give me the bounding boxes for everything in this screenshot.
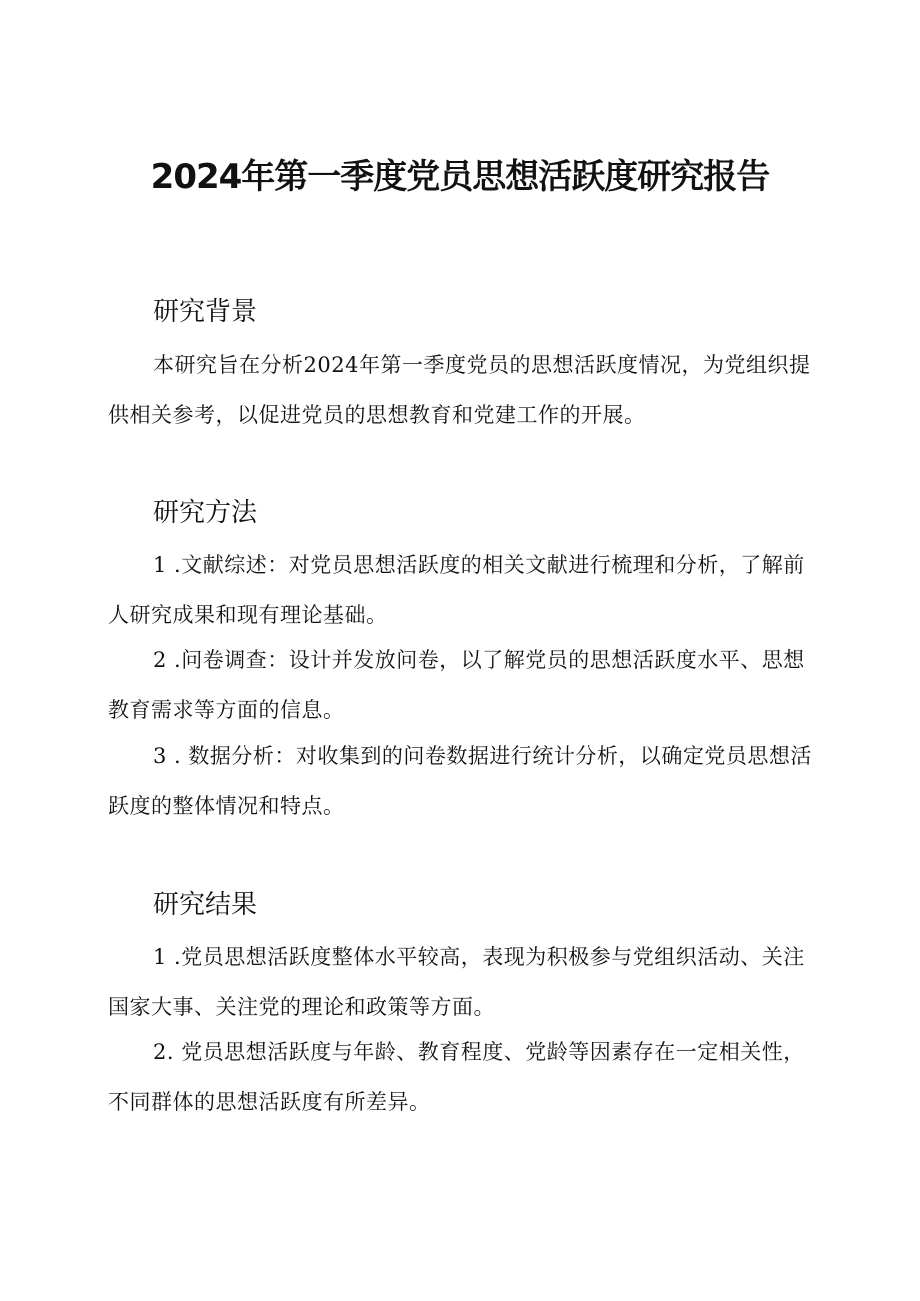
paragraph-method-2: 2 .问卷调查：设计并发放问卷，以了解党员的思想活跃度水平、思想教育需求等方面的信息。 bbox=[108, 648, 805, 722]
paragraph-background: 本研究旨在分析2024年第一季度党员的思想活跃度情况，为党组织提供相关参考，以促进党员的思想教育和党建工作的开展。 bbox=[108, 353, 811, 427]
section-heading-methods: 研究方法 bbox=[153, 498, 258, 528]
section-heading-background: 研究背景 bbox=[153, 297, 258, 327]
document-title: 2024年第一季度党员思想活跃度研究报告 bbox=[150, 157, 770, 197]
paragraph-result-1: 1 .党员思想活跃度整体水平较高，表现为积极参与党组织活动、关注国家大事、关注党的理论和政策等方面。 bbox=[108, 945, 805, 1019]
section-heading-results: 研究结果 bbox=[153, 890, 258, 920]
paragraph-method-1: 1 .文献综述：对党员思想活跃度的相关文献进行梳理和分析，了解前人研究成果和现有理论基础。 bbox=[108, 553, 805, 627]
paragraph-result-2: 2. 党员思想活跃度与年龄、教育程度、党龄等因素存在一定相关性，不同群体的思想活跃度有所差异。 bbox=[108, 1040, 805, 1114]
paragraph-method-3: 3 . 数据分析：对收集到的问卷数据进行统计分析，以确定党员思想活跃度的整体情况和特点。 bbox=[108, 744, 812, 818]
